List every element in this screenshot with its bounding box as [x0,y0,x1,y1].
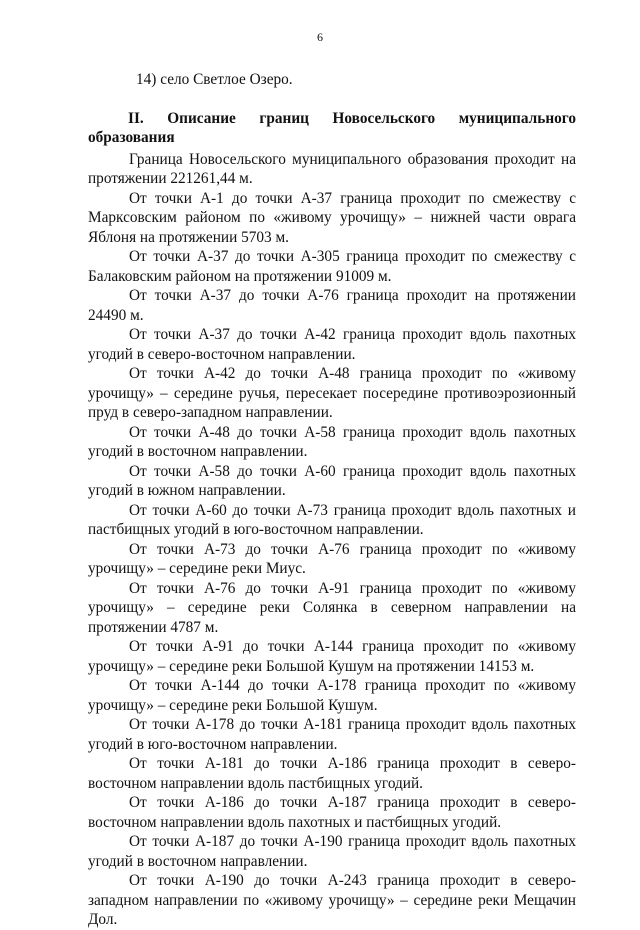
paragraph: От точки А-186 до точки А-187 граница проходит в северо-восточном направлении вдоль пахотных и пастбищных угодий. [88,794,576,831]
paragraph: От точки А-91 до точки А-144 граница проходит по «живому урочищу» – середине реки Большой Кушум на протяжении 14153 м. [88,638,576,675]
paragraph: От точки А-181 до точки А-186 граница проходит в северо-восточном направлении вдоль пастбищных угодий. [88,755,576,792]
paragraph: От точки А-37 до точки А-42 граница проходит вдоль пахотных угодий в северо-восточном направлении. [88,326,576,363]
paragraph: От точки А-178 до точки А-181 граница проходит вдоль пахотных угодий в юго-восточном направлении. [88,716,576,753]
paragraph: От точки А-76 до точки А-91 граница проходит по «живому урочищу» – середине реки Солянка в северном направлении на протяжении 4787 м. [88,579,576,636]
page-number: 6 [317,30,323,44]
paragraph: От точки А-37 до точки А-76 граница проходит на протяжении 24490 м. [88,287,576,324]
paragraph: От точки А-60 до точки А-73 граница проходит вдоль пахотных и пастбищных угодий в юго-восточном направлении. [88,501,576,538]
document-body [88,70,576,930]
paragraph: От точки А-42 до точки А-48 граница проходит по «живому урочищу» – середине ручья, пересекает посередине противоэрозионный пруд в северо-западном направлении. [88,365,576,421]
paragraph: От точки А-48 до точки А-58 граница проходит вдоль пахотных угодий в восточном направлении. [88,423,576,460]
section-heading: II. Описание границ Новосельского муниципального образования [88,109,576,146]
paragraph: От точки А-144 до точки А-178 граница проходит по «живому урочищу» – середине реки Большой Кушум. [88,677,576,714]
list-item: 14) село Светлое Озеро. [136,71,293,88]
paragraph: От точки А-58 до точки А-60 граница проходит вдоль пахотных угодий в южном направлении. [88,462,576,499]
paragraph: От точки А-190 до точки А-243 граница проходит в северо-западном направлении по «живому урочищу» – середине реки Мещачин Дол. [88,872,576,928]
paragraph: От точки А-73 до точки А-76 граница проходит по «живому урочищу» – середине реки Миус. [88,540,576,577]
paragraph: Граница Новосельского муниципального образования проходит на протяжении 221261,44 м. [88,150,576,187]
paragraph: От точки А-187 до точки А-190 граница проходит вдоль пахотных угодий в восточном направлении. [88,833,576,870]
paragraph: От точки А-1 до точки А-37 граница проходит по смежеству с Марксовским районом по «живому урочищу» – нижней части оврага Яблоня на протяжении 5703 м. [88,189,576,246]
paragraph: От точки А-37 до точки А-305 граница проходит по смежеству с Балаковским районом на протяжении 91009 м. [88,248,576,285]
